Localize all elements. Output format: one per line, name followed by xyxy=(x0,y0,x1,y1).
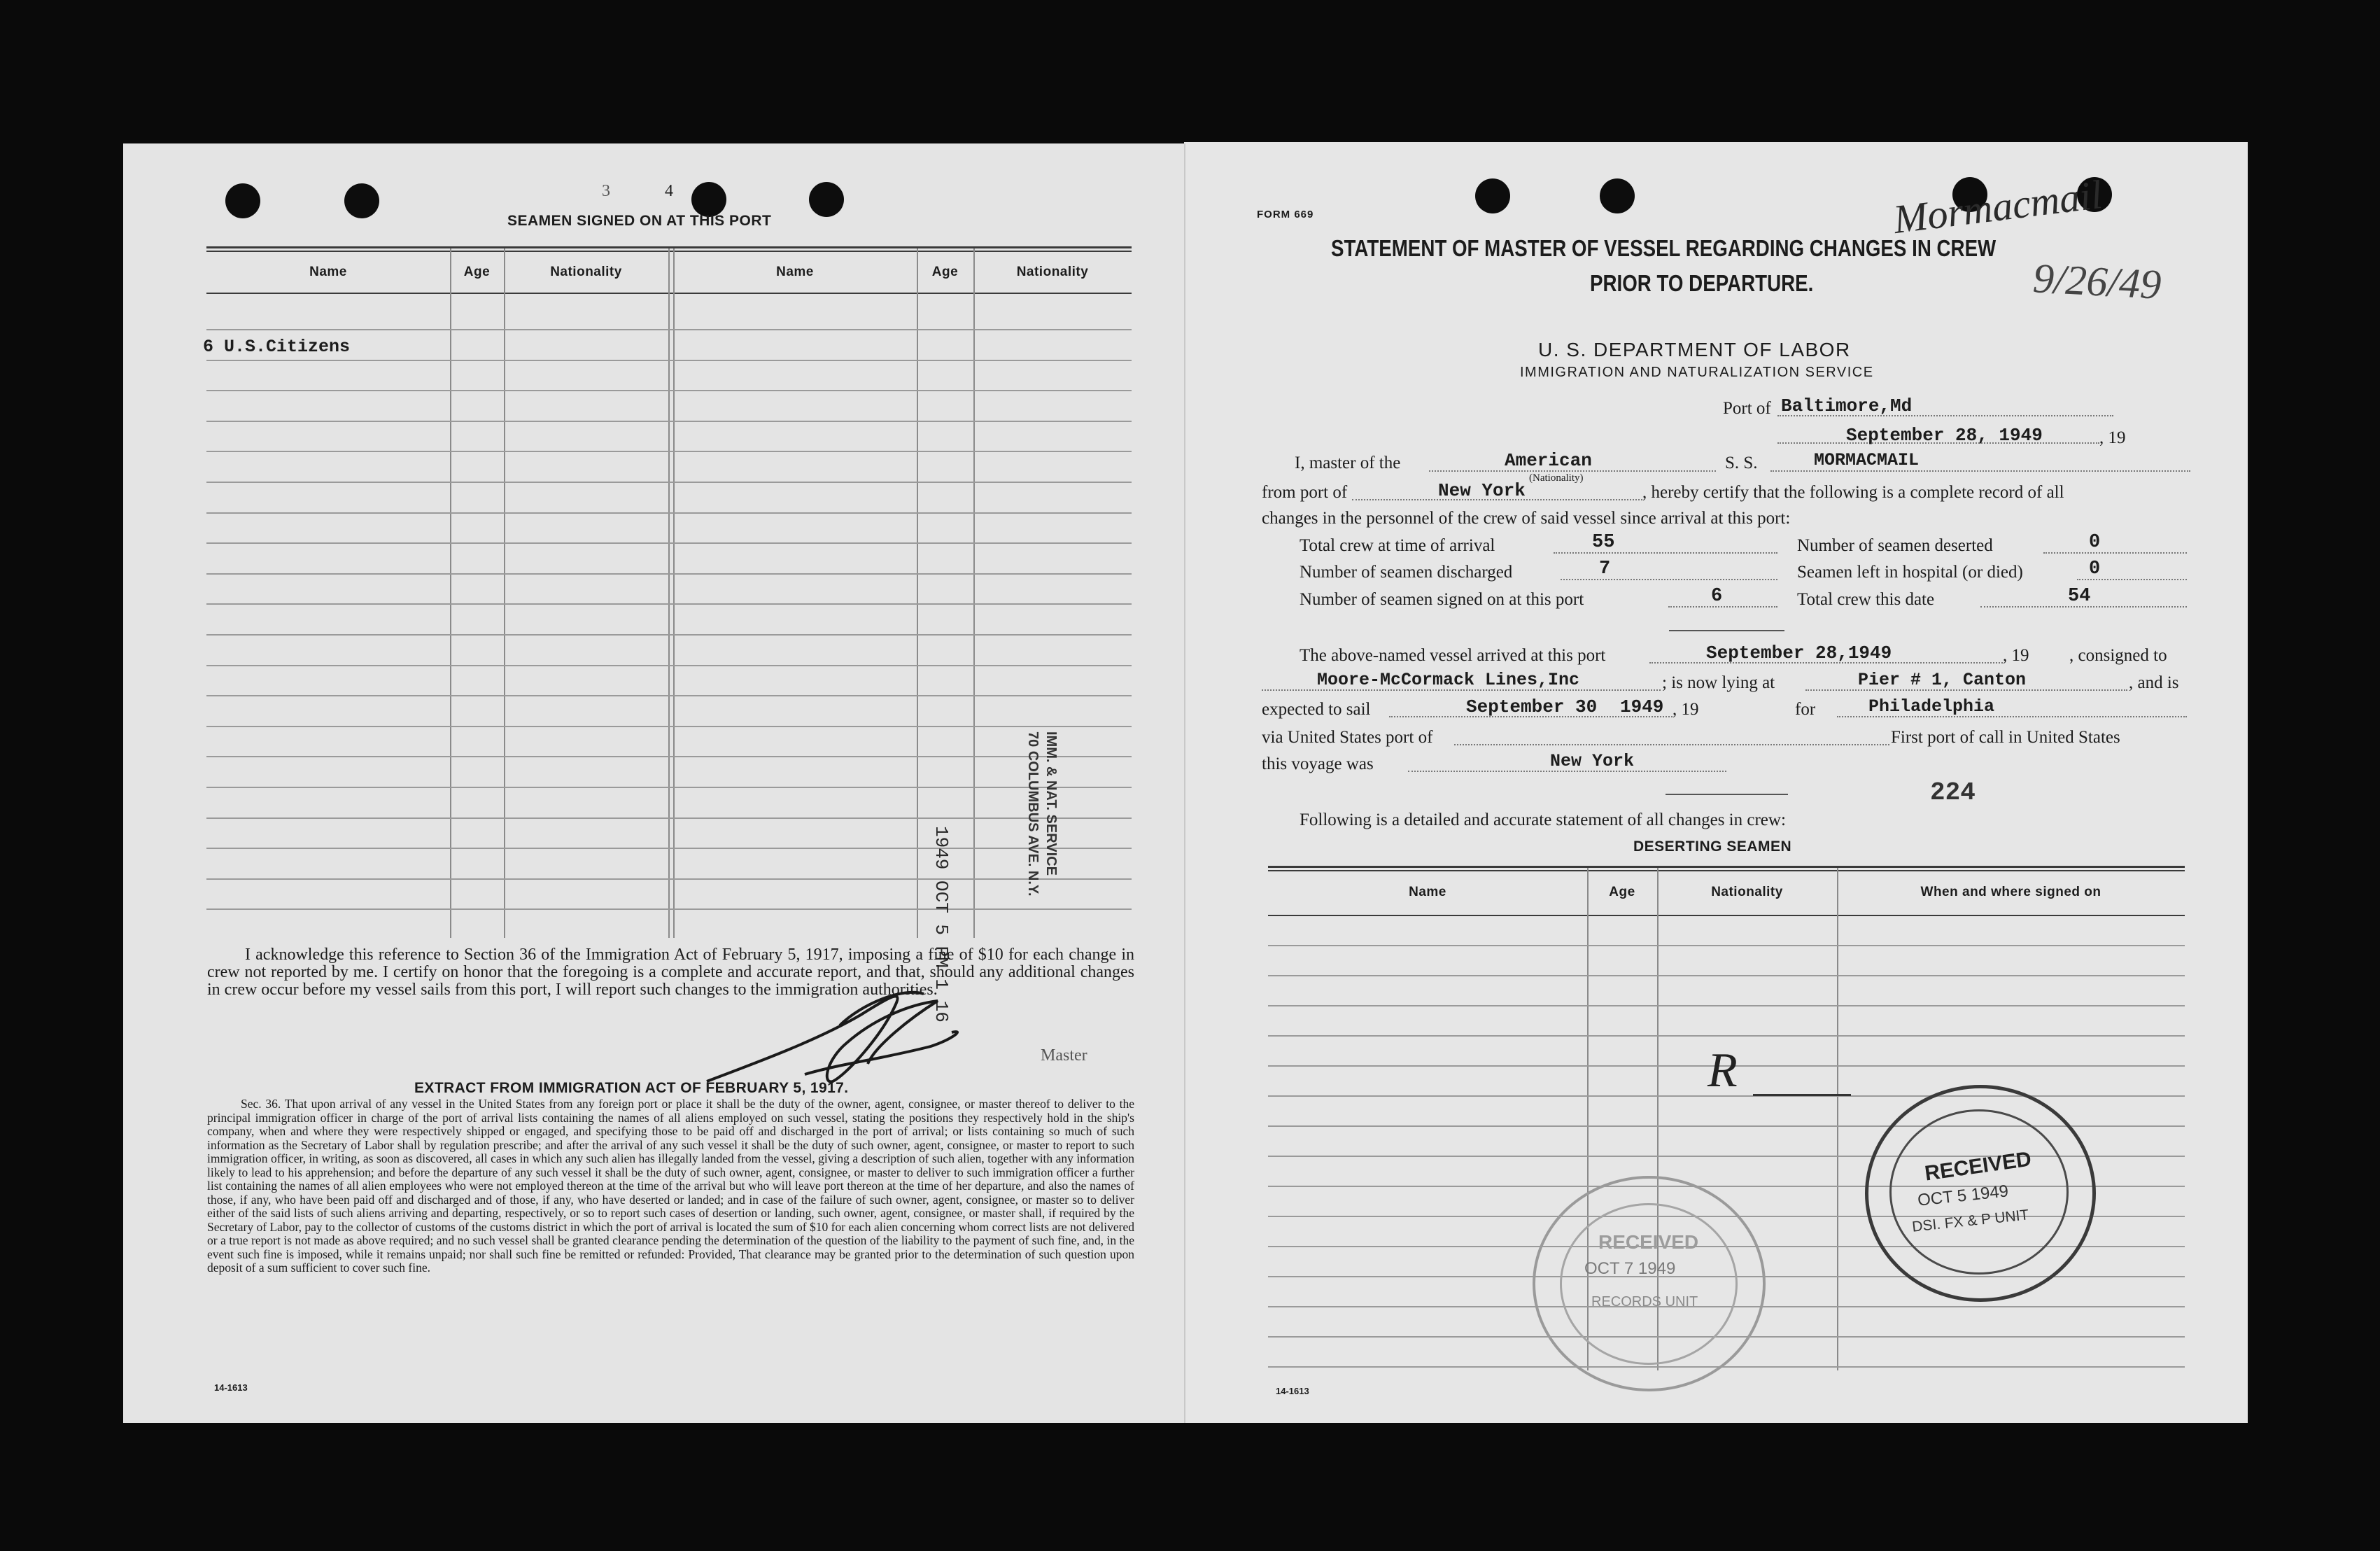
table-row-rule xyxy=(206,603,1132,605)
table-row-rule xyxy=(206,421,1132,422)
received-stamp-unit: DSI. FX & P UNIT xyxy=(1911,1207,2030,1235)
seamen-discharged-line xyxy=(1561,579,1777,580)
records-stamp-unit: RECORDS UNIT xyxy=(1591,1294,1698,1310)
records-stamp xyxy=(1533,1176,1766,1391)
column-header: Age xyxy=(931,265,959,279)
table-row-rule xyxy=(206,542,1132,544)
service-stamp-address: 70 COLUMBUS AVE. N.Y. xyxy=(1025,731,1041,897)
sail-year: 1949 xyxy=(1620,696,1664,717)
via-line xyxy=(1454,744,1889,745)
expected-label: expected to sail xyxy=(1262,700,1371,719)
table-col-divider xyxy=(917,248,918,938)
arrived-label: The above-named vessel arrived at this port xyxy=(1300,646,1606,665)
form-code: 14-1613 xyxy=(214,1382,248,1393)
column-header: Name xyxy=(1409,885,1446,899)
received-stamp-date: OCT 5 1949 xyxy=(1916,1181,2010,1210)
form-title-line1: STATEMENT OF MASTER OF VESSEL REGARDING CHANGES IN CREW xyxy=(1331,235,1997,261)
table-col-divider xyxy=(504,248,505,938)
port-value: Baltimore,Md xyxy=(1781,395,1913,416)
consigned-label: , consigned to xyxy=(2069,646,2167,665)
ship-name: MORMACMAIL xyxy=(1814,450,1920,470)
punch-hole xyxy=(1600,178,1635,213)
date-value: September 28, 1949 xyxy=(1846,425,2043,446)
punch-hole xyxy=(1475,178,1510,213)
table-row-rule xyxy=(206,817,1132,819)
form-number: FORM 669 xyxy=(1257,209,1314,220)
table-row-rule xyxy=(206,482,1132,483)
column-header: Name xyxy=(309,265,347,279)
sail-date: September 30 xyxy=(1466,696,1598,717)
table-row-rule xyxy=(206,451,1132,452)
table-row-rule xyxy=(206,329,1132,330)
destination: Philadelphia xyxy=(1868,696,1995,717)
and-is: , and is xyxy=(2129,673,2179,692)
seamen-deserted-line xyxy=(2043,552,2187,554)
table-row-rule xyxy=(206,695,1132,696)
punch-hole xyxy=(691,182,726,217)
ship-line xyxy=(1770,470,2190,472)
column-header: Name xyxy=(776,265,814,279)
column-header: Age xyxy=(1609,885,1635,899)
punch-hole xyxy=(344,183,379,218)
seamen-signed-line xyxy=(1668,606,1777,608)
lying-value: Pier # 1, Canton xyxy=(1858,670,2027,690)
sum-rule xyxy=(1666,794,1788,795)
table-rule xyxy=(1268,870,2185,871)
table-row-rule xyxy=(1268,1366,2185,1368)
nationality-caption: (Nationality) xyxy=(1529,472,1584,484)
sail-year-suffix: , 19 xyxy=(1673,700,1699,719)
table-row-rule xyxy=(206,512,1132,514)
initial-mark: R xyxy=(1707,1044,1738,1097)
table-col-divider xyxy=(673,248,675,938)
table-row-rule xyxy=(1268,1005,2185,1006)
table-row-rule xyxy=(206,390,1132,391)
master-prefix: I, master of the xyxy=(1295,454,1401,472)
sum-rule xyxy=(1669,630,1784,631)
records-stamp-date: OCT 7 1949 xyxy=(1584,1259,1676,1278)
table-row-rule xyxy=(206,848,1132,849)
table-row-rule xyxy=(206,908,1132,910)
table-rule xyxy=(1268,866,2185,868)
port-label: Port of xyxy=(1723,399,1771,418)
table-row-rule xyxy=(206,665,1132,666)
total-crew-arrival-line xyxy=(1554,552,1777,554)
total-crew-date-label: Total crew this date xyxy=(1797,590,1935,609)
column-header: Age xyxy=(463,265,491,279)
seamen-discharged-label: Number of seamen discharged xyxy=(1300,563,1513,582)
seamen-signed-label: Number of seamen signed on at this port xyxy=(1300,590,1584,609)
section-title: SEAMEN SIGNED ON AT THIS PORT xyxy=(507,213,772,229)
seamen-signed: 6 xyxy=(1711,586,1723,607)
column-header: When and where signed on xyxy=(1920,885,2101,899)
page-fold xyxy=(1184,143,1185,1423)
service-stamp: IMM. & NAT. SERVICE xyxy=(1043,731,1059,876)
seamen-hospital: 0 xyxy=(2089,559,2101,580)
total-crew-arrival: 55 xyxy=(1592,532,1615,553)
consignee: Moore-McCormack Lines,Inc xyxy=(1317,670,1580,690)
column-header: Nationality xyxy=(1016,265,1089,279)
from-port-value: New York xyxy=(1438,480,1526,501)
changes-text: changes in the personnel of the crew of said vessel since arrival at this port: xyxy=(1262,509,1791,528)
page-number: 4 xyxy=(665,182,673,200)
received-stamp-title: RECEIVED xyxy=(1923,1147,2033,1186)
certify-text: , hereby certify that the following is a complete record of all xyxy=(1642,483,2064,502)
records-stamp-title: RECEIVED xyxy=(1598,1231,1699,1253)
arrived-value: September 28,1949 xyxy=(1706,643,1892,664)
punch-hole xyxy=(809,182,844,217)
handwritten-date: 9/26/49 xyxy=(2032,255,2162,308)
year-suffix: , 19 xyxy=(2099,428,2126,447)
table-col-divider xyxy=(973,248,975,938)
seamen-entry: 6 U.S.Citizens xyxy=(203,337,351,357)
seamen-deserted: 0 xyxy=(2089,532,2101,553)
page-mark: 3 xyxy=(602,182,610,200)
deserting-title: DESERTING SEAMEN xyxy=(1633,838,1792,855)
table-row-rule xyxy=(206,726,1132,727)
extract-text: Sec. 36. That upon arrival of any vessel in the United States from any foreign port or place it shall be the duty of the owner, agent, consignee, or master thereof to deliver to the principal immigration officer in charge of the port of arrival lists containing the names of all aliens employed on such vessel, stating the positions they respectively hold in the ship's company, when and where they were respectively shipped or engaged, and specifying those to be paid off and discharged in the port of arrival; or lists containing so much of such information as the Secretary of Labor shall by regulation prescribe; and after the arrival of any such vessel it shall be the duty of such owner, agent, consignee, or master to report to such immigration officer, in writing, as soon as discovered, all cases in which any such alien has illegally landed from the vessel, giving a description of such alien, together with any information likely to lead to his apprehension; and before the departure of any such vessel it shall be the duty of such owner, agent, consignee, or master to deliver to such immigration officer a further list containing the names of all alien employees who were not employed thereon at the time of the arrival but who will leave port thereon at the time of her departure, and also the names of those, if any, who have been paid off and discharged and of those, if any, who have deserted or landed; and in case of the failure of such owner, agent, consignee, or master so to deliver either of the said lists of such aliens arriving and departing, respectively, or so to report such cases of desertion or landing, such owner, agent, consignee, or master shall, if required by the Secretary of Labor, pay to the collector of customs of the customs district in which the port of arrival is located the sum of $10 for each alien concerning whom correct lists are not delivered or a true report is not made as above required; and no such vessel shall be granted clearance pending the determination of the question of the liability to the payment of such fine, and, in the event such fine is imposed, while it remains unpaid; nor shall such fine be remitted or refunded: Provided, That clearance may be granted prior to the determination of such question upon deposit of a sum sufficient to cover such fine. xyxy=(207,1097,1134,1275)
handwritten-ship-name: Mormacmail xyxy=(1891,171,2105,243)
first-port: New York xyxy=(1550,751,1635,771)
ss-label: S. S. xyxy=(1725,454,1758,472)
total-crew-arrival-label: Total crew at time of arrival xyxy=(1300,536,1495,555)
vessel-nationality: American xyxy=(1505,450,1592,471)
table-rule xyxy=(1268,915,2185,916)
extract-title: EXTRACT FROM IMMIGRATION ACT OF FEBRUARY 5, 1917. xyxy=(414,1080,849,1096)
table-row-rule xyxy=(206,878,1132,880)
seamen-hospital-label: Seamen left in hospital (or died) xyxy=(1797,563,2023,582)
total-crew-date: 54 xyxy=(2068,586,2091,607)
column-header: Nationality xyxy=(550,265,622,279)
table-row-rule xyxy=(206,634,1132,636)
column-header: Nationality xyxy=(1711,885,1783,899)
acknowledgement-text: I acknowledge this reference to Section 36 of the Immigration Act of February 5, 1917, imposing a fine of $10 for each change in crew not reported by me. I certify on honor that the foregoing is a complete and accurate report, and that, should any additional changes in crew occur before my vessel sails from this port, I will report such changes to the immigration authorities. xyxy=(207,946,1134,999)
master-label: Master xyxy=(1041,1046,1087,1065)
received-stamp xyxy=(1865,1085,2096,1302)
table-row-rule xyxy=(206,360,1132,361)
table-row-rule xyxy=(1268,945,2185,946)
from-port-label: from port of xyxy=(1262,483,1348,502)
table-col-divider xyxy=(668,248,670,938)
table-col-divider xyxy=(450,248,451,938)
table-row-rule xyxy=(206,756,1132,757)
table-row-rule xyxy=(206,573,1132,575)
punch-hole xyxy=(225,183,260,218)
arrived-year: , 19 xyxy=(2003,646,2029,665)
table-row-rule xyxy=(206,787,1132,788)
initial-mark-tail xyxy=(1753,1094,1851,1096)
form-code-right: 14-1613 xyxy=(1276,1386,1309,1396)
lying-label: ; is now lying at xyxy=(1662,673,1775,692)
form-title-line2: PRIOR TO DEPARTURE. xyxy=(1590,270,1814,296)
table-row-rule xyxy=(1268,1035,2185,1037)
handwritten-number: 224 xyxy=(1930,778,1976,807)
seamen-discharged: 7 xyxy=(1599,559,1611,580)
following-text: Following is a detailed and accurate statement of all changes in crew: xyxy=(1300,810,1786,829)
table-row-rule xyxy=(1268,975,2185,976)
voyage-label: this voyage was xyxy=(1262,755,1374,773)
seamen-deserted-label: Number of seamen deserted xyxy=(1797,536,1993,555)
via-label: via United States port of xyxy=(1262,728,1433,747)
table-col-divider xyxy=(1837,868,1838,1370)
department-name: U. S. DEPARTMENT OF LABOR xyxy=(1538,339,1851,360)
for-label: for xyxy=(1795,700,1816,719)
service-name: IMMIGRATION AND NATURALIZATION SERVICE xyxy=(1520,365,1874,380)
first-port-label: First port of call in United States xyxy=(1891,728,2120,747)
date-time-stamp: 1949 OCT 5 PM 1 16 xyxy=(931,826,952,1023)
